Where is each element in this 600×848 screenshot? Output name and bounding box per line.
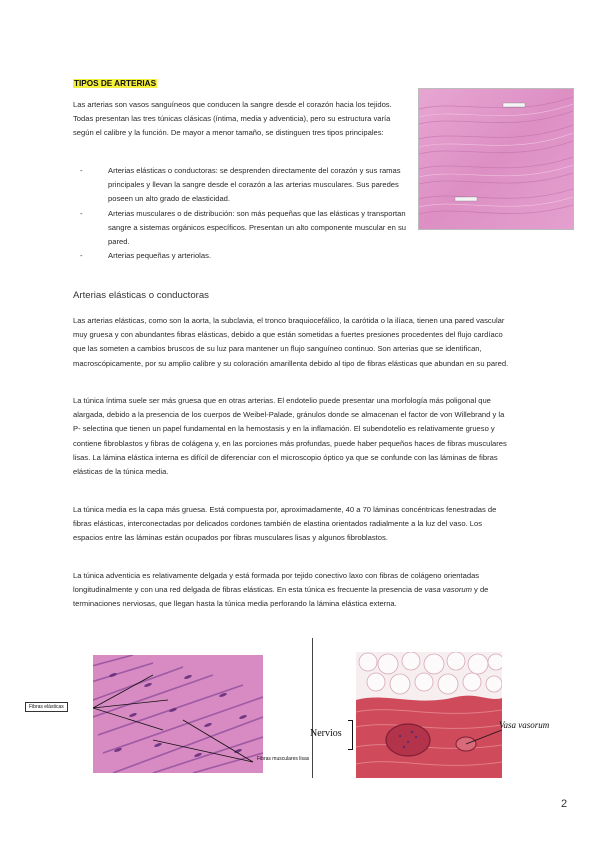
page-title: TIPOS DE ARTERIAS: [74, 79, 157, 88]
vasa-vasorum-term: vasa vasorum: [424, 585, 472, 595]
histology-image-elastic-artery: [418, 88, 574, 230]
figure-tunica-media: [25, 655, 310, 775]
page-number: 2: [561, 798, 568, 810]
list-item: - Arterias elásticas o conductoras: se desprenden directamente del corazón y sus ramas principales y llevan la sangre desde el corazón a las arterias musculares. Sus paredes poseen un alto grado de elasticidad.: [108, 164, 408, 207]
intro-paragraph: Las arterias son vasos sanguíneos que conducen la sangre desde el corazón hacia los tejidos. Todas presentan las tres túnicas clásicas (íntima, media y adventicia), pero su estructura varía según el calibre y la función. De mayor a menor tamaño, se distinguen tres tipos principales:: [73, 100, 392, 138]
section-title: Arterias elásticas o conductoras: [73, 290, 209, 301]
page-title-wrap: [73, 73, 157, 91]
list-item: - Arterias musculares o de distribución: son más pequeñas que las elásticas y transportan sangre a sistemas orgánicos específicos. Presentan un alto componente muscular en su pared.: [108, 207, 408, 250]
histology-image-tunica-media: [93, 655, 263, 773]
adventicia-text-end: y de terminaciones nerviosas, que llegan hasta la túnica media perforando la lámina elástica externa.: [73, 585, 489, 609]
paragraph-tunica-media: La túnica media es la capa más gruesa. Está compuesta por, aproximadamente, 40 a 70 láminas concéntricas fenestradas de fibras elásticas, interconectadas por delicados cordones también de elastina orientados radialmente a la luz del vaso. Los espacios entre las láminas están ocupados por fibras musculares lisas y algunos fibroblastos.: [73, 505, 497, 543]
artery-types-list: [108, 164, 408, 263]
label-vasa-vasorum: Vasa vasorum: [499, 720, 550, 730]
label-fibras-elasticas: Fibras elásticas: [25, 702, 68, 712]
figure-tunica-adventicia: [310, 652, 550, 780]
paragraph-tunica-intima: La túnica íntima suele ser más gruesa que en otras arterias. El endotelio puede presentar una morfología más poligonal que alargada, debido a la presencia de los cuerpos de Weibel-Palade, gránulos donde se almacenan el factor de von Willebrand y la P- selectina que tienen un papel fundamental en la hemostasis y en la inflamación. El subendotelio es relativamente grueso y contiene fibroblastos y fibras de colágena y, en las porciones más profundas, puede haber pequeños haces de fibras musculares lisas. La lámina elástica interna es difícil de diferenciar con el microscopio óptico ya que se confunde con las láminas de fibras elásticas de la túnica media.: [73, 396, 507, 477]
paragraph-tunica-adventicia: [73, 569, 513, 612]
paragraph-elastic-arteries: Las arterias elásticas, como son la aorta, la subclavia, el tronco braquiocefálico, la carótida o la ilíaca, tienen una pared vascular muy gruesa y con abundantes fibras elásticas, debido a que están sometidas a fuertes presiones procedentes del flujo cardíaco que las someten a cambios bruscos de su luz para mantener un flujo sanguíneo continuo. Son arterias que se identifican, macroscópicamente, por su amplio calibre y su coloración amarillenta debido al tipo de fibras elásticas que abundan en su pared.: [73, 316, 509, 368]
adventicia-text-start: La túnica adventicia es relativamente delgada y está formada por tejido conectivo laxo con fibras de colágeno orientadas longitudinalmente y con una red delgada de fibras elásticas. En esta túnica es frecuente la presencia de: [73, 571, 480, 595]
nervios-bracket: [348, 720, 353, 750]
label-fibras-musculares: Fibras musculares lisas: [257, 756, 310, 762]
label-nervios: Nervios: [310, 728, 342, 739]
histology-image-tunica-adventicia: [356, 652, 502, 778]
list-item: - Arterias pequeñas y arteriolas.: [108, 249, 408, 263]
